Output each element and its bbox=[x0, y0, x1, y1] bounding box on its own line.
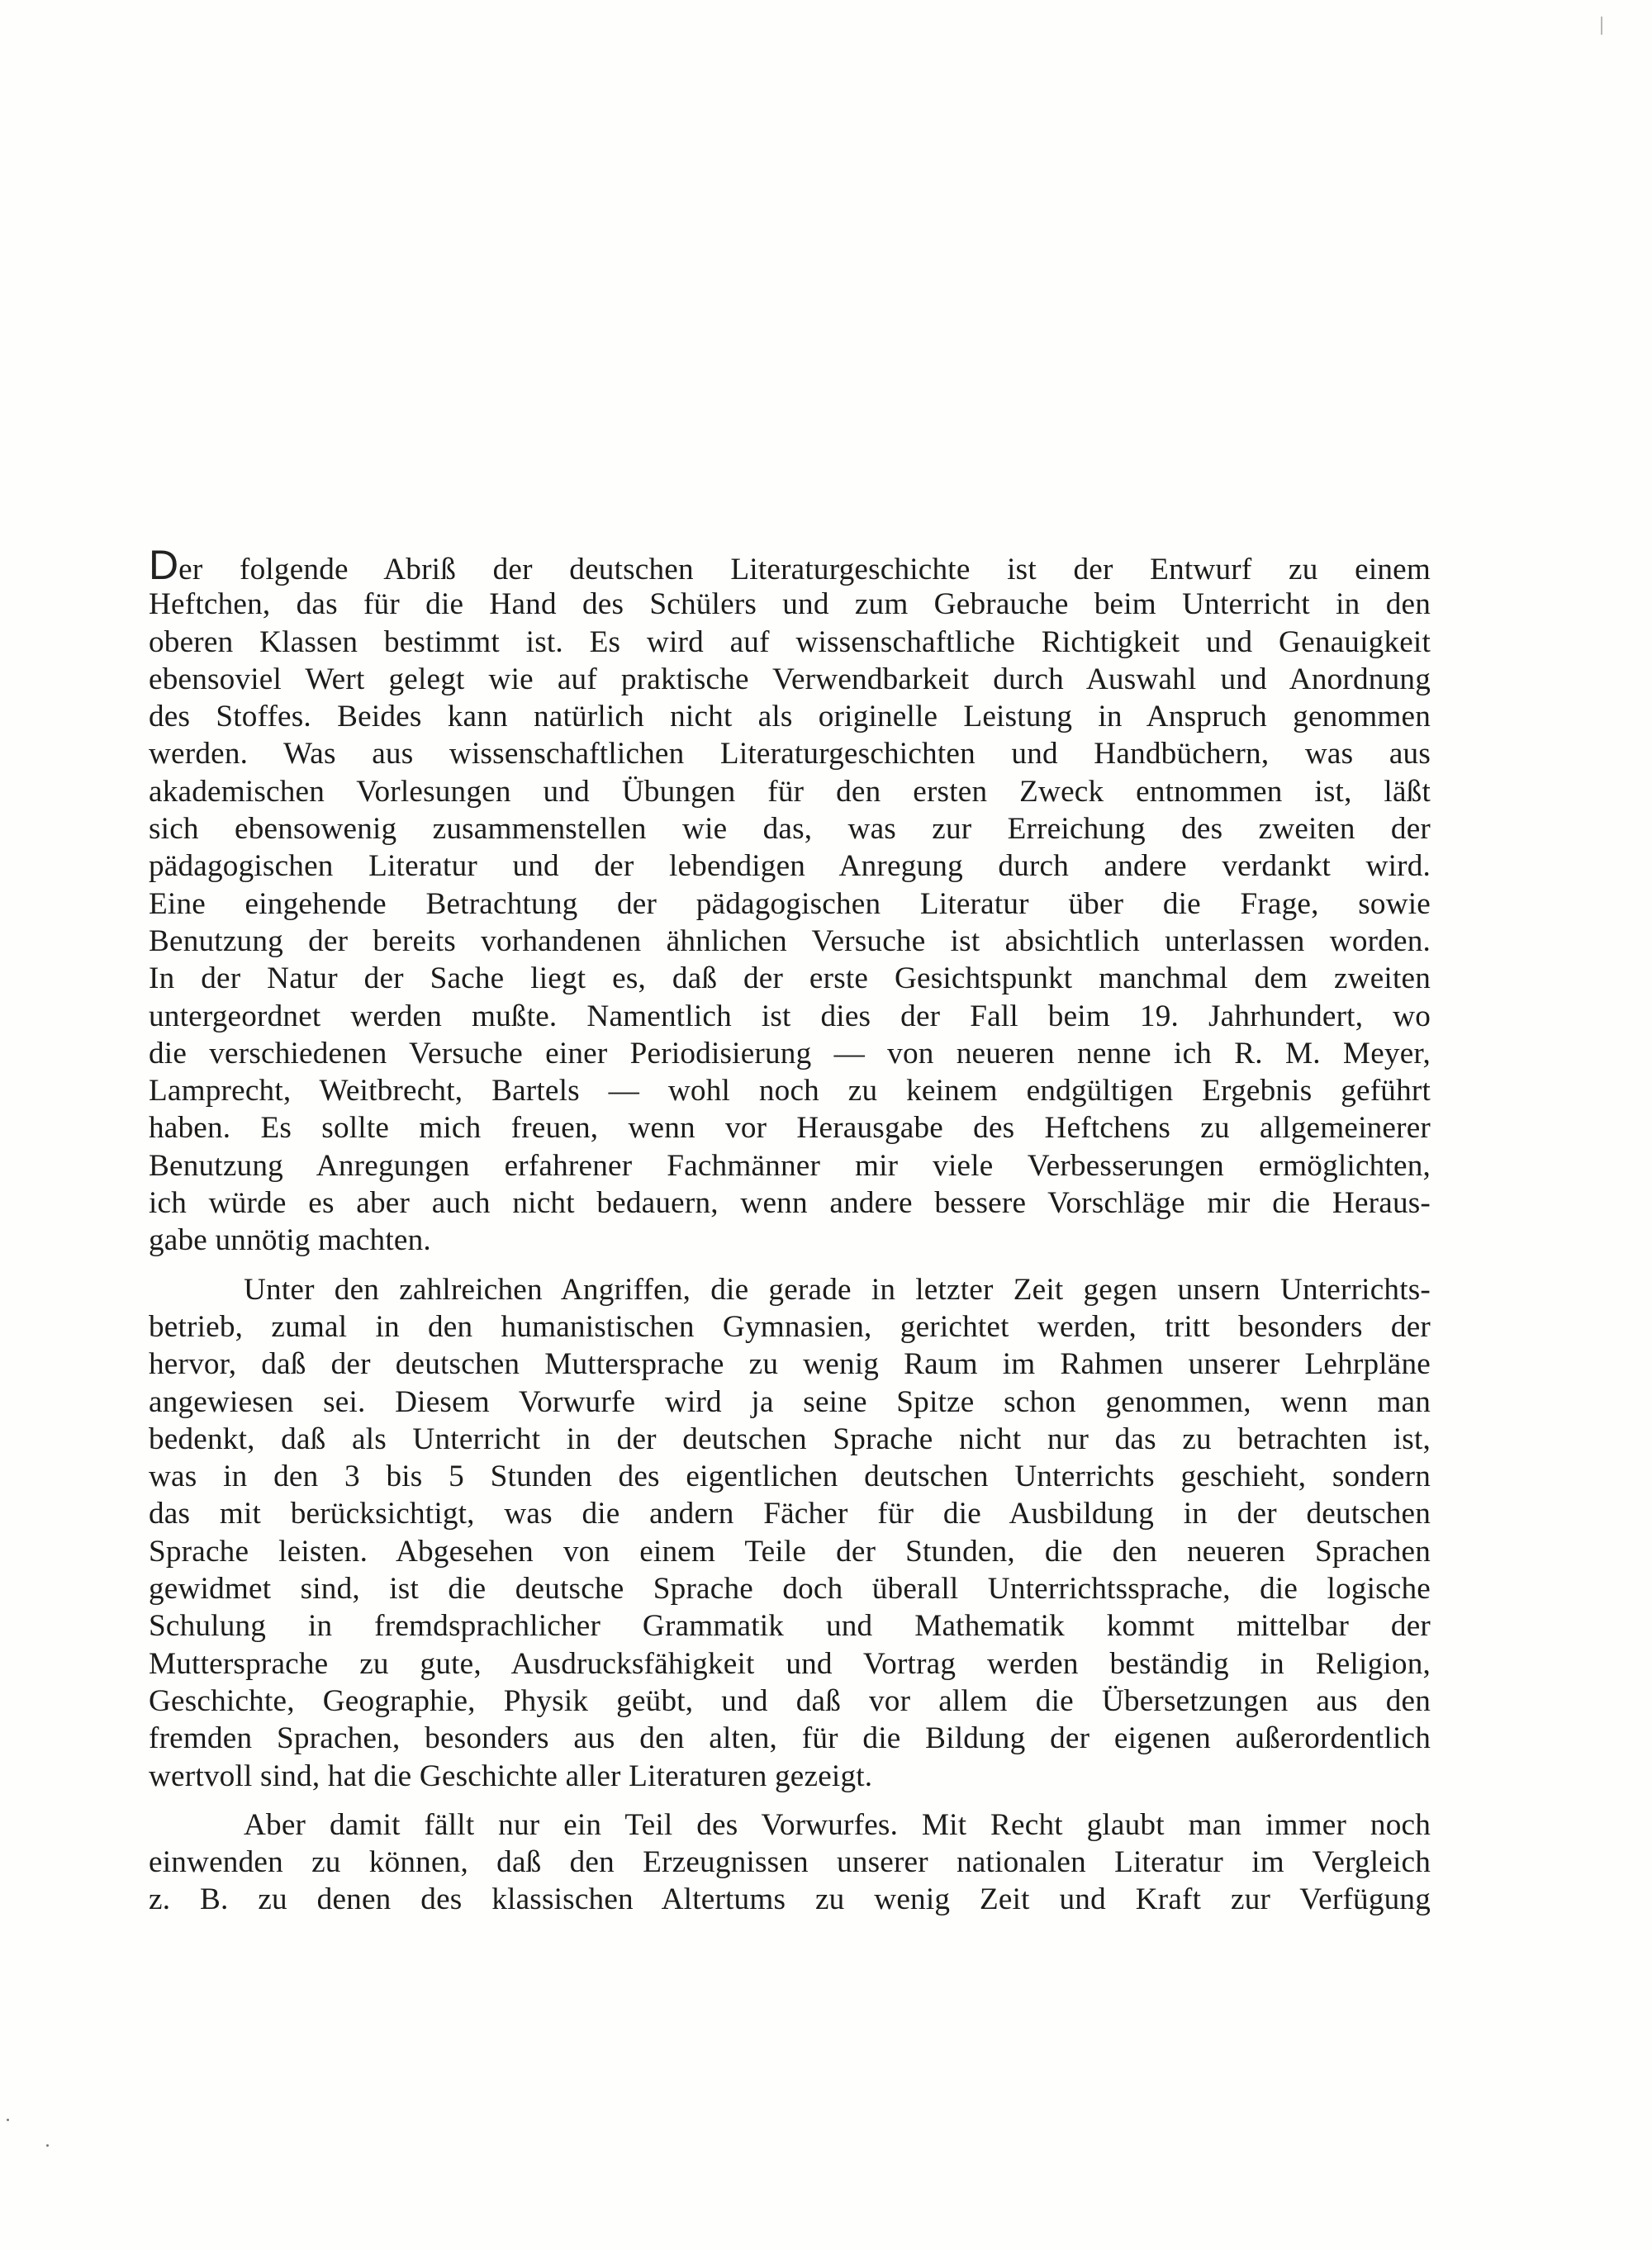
text-line: das mit berücksichtigt, was die andern Fächer für die Ausbildung in der deutschen bbox=[149, 1497, 1431, 1531]
text-line: ich würde es aber auch nicht bedauern, wenn andere bessere Vorschläge mir die Heraus- bbox=[149, 1186, 1431, 1221]
text-line: pädagogischen Literatur und der lebendigen Anregung durch andere verdankt wird. bbox=[149, 849, 1431, 884]
document-body bbox=[149, 542, 1431, 1919]
line-text: er folgende Abriß der deutschen Literaturgeschichte ist der Entwurf zu einem bbox=[178, 553, 1431, 586]
scan-speck bbox=[7, 2119, 9, 2121]
text-line: untergeordnet werden mußte. Namentlich ist dies der Fall beim 19. Jahrhundert, wo bbox=[149, 999, 1431, 1033]
text-line: In der Natur der Sache liegt es, daß der erste Gesichtspunkt manchmal dem zweiten bbox=[149, 961, 1431, 996]
text-line: z. B. zu denen des klassischen Altertums zu wenig Zeit und Kraft zur Verfügung bbox=[149, 1882, 1431, 1917]
text-line: des Stoffes. Beides kann natürlich nicht als originelle Leistung in Anspruch genommen bbox=[149, 700, 1431, 734]
text-line: wertvoll sind, hat die Geschichte aller Literaturen gezeigt. bbox=[149, 1759, 873, 1793]
paragraph bbox=[149, 1806, 1431, 1919]
text-line: Benutzung der bereits vorhandenen ähnlichen Versuche ist absichtlich unterlassen worden. bbox=[149, 923, 1431, 958]
text-line: hervor, daß der deutschen Muttersprache zu wenig Raum im Rahmen unserer Lehrpläne bbox=[149, 1347, 1431, 1382]
text-line: sich ebensowenig zusammenstellen wie das, was zur Erreichung des zweiten der bbox=[149, 812, 1431, 847]
text-line: Eine eingehende Betrachtung der pädagogischen Literatur über die Frage, sowie bbox=[149, 886, 1431, 921]
text-line: die verschiedenen Versuche einer Periodisierung — von neueren nenne ich R. M. Meyer, bbox=[149, 1036, 1431, 1070]
paragraph bbox=[149, 542, 1431, 1260]
text-line: angewiesen sei. Diesem Vorwurfe wird ja seine Spitze schon genommen, wenn man bbox=[149, 1384, 1431, 1419]
text-line: Benutzung Anregungen erfahrener Fachmänner mir viele Verbesserungen ermöglichten, bbox=[149, 1148, 1431, 1183]
text-line: bedenkt, daß als Unterricht in der deutschen Sprache nicht nur das zu betrachten ist, bbox=[149, 1422, 1431, 1456]
text-line: Geschichte, Geographie, Physik geübt, und daß vor allem die Übersetzungen aus den bbox=[149, 1683, 1431, 1718]
text-line: Heftchen, das für die Hand des Schülers und zum Gebrauche beim Unterricht in den bbox=[149, 587, 1431, 622]
text-line: Aber damit fällt nur ein Teil des Vorwurfes. Mit Recht glaubt man immer noch bbox=[244, 1807, 1431, 1842]
text-line: Unter den zahlreichen Angriffen, die gerade in letzter Zeit gegen unsern Unterrichts- bbox=[244, 1272, 1431, 1307]
text-line: Sprache leisten. Abgesehen von einem Teile der Stunden, die den neueren Sprachen bbox=[149, 1534, 1431, 1569]
text-line: Lamprecht, Weitbrecht, Bartels — wohl noch zu keinem endgültigen Ergebnis geführt bbox=[149, 1074, 1431, 1108]
edge-mark bbox=[1601, 17, 1602, 35]
text-line: gewidmet sind, ist die deutsche Sprache doch überall Unterrichtssprache, die logische bbox=[149, 1572, 1431, 1607]
text-line-first bbox=[149, 542, 1431, 588]
text-line: was in den 3 bis 5 Stunden des eigentlichen deutschen Unterrichts geschieht, sondern bbox=[149, 1460, 1431, 1494]
text-line: einwenden zu können, daß den Erzeugnissen unserer nationalen Literatur im Vergleich bbox=[149, 1845, 1431, 1880]
text-line: fremden Sprachen, besonders aus den alten, für die Bildung der eigenen außerordentlich bbox=[149, 1721, 1431, 1756]
text-line: werden. Was aus wissenschaftlichen Literaturgeschichten und Handbüchern, was aus bbox=[149, 737, 1431, 771]
text-line: Schulung in fremdsprachlicher Grammatik und Mathematik kommt mittelbar der bbox=[149, 1609, 1431, 1644]
scan-speck bbox=[46, 2144, 49, 2147]
text-line: betrieb, zumal in den humanistischen Gymnasien, gerichtet werden, tritt besonders der bbox=[149, 1309, 1431, 1344]
text-line: ebensoviel Wert gelegt wie auf praktische Verwendbarkeit durch Auswahl und Anordnung bbox=[149, 662, 1431, 696]
text-line: oberen Klassen bestimmt ist. Es wird auf wissenschaftliche Richtigkeit und Genauigkeit bbox=[149, 624, 1431, 659]
paragraph bbox=[149, 1271, 1431, 1795]
text-line: haben. Es sollte mich freuen, wenn vor Herausgabe des Heftchens zu allgemeinerer bbox=[149, 1111, 1431, 1146]
text-line: Muttersprache zu gute, Ausdrucksfähigkeit und Vortrag werden beständig in Religion, bbox=[149, 1646, 1431, 1681]
text-line: gabe unnötig machten. bbox=[149, 1223, 431, 1258]
drop-cap: D bbox=[149, 542, 179, 588]
text-line: akademischen Vorlesungen und Übungen für den ersten Zweck entnommen ist, läßt bbox=[149, 774, 1431, 809]
